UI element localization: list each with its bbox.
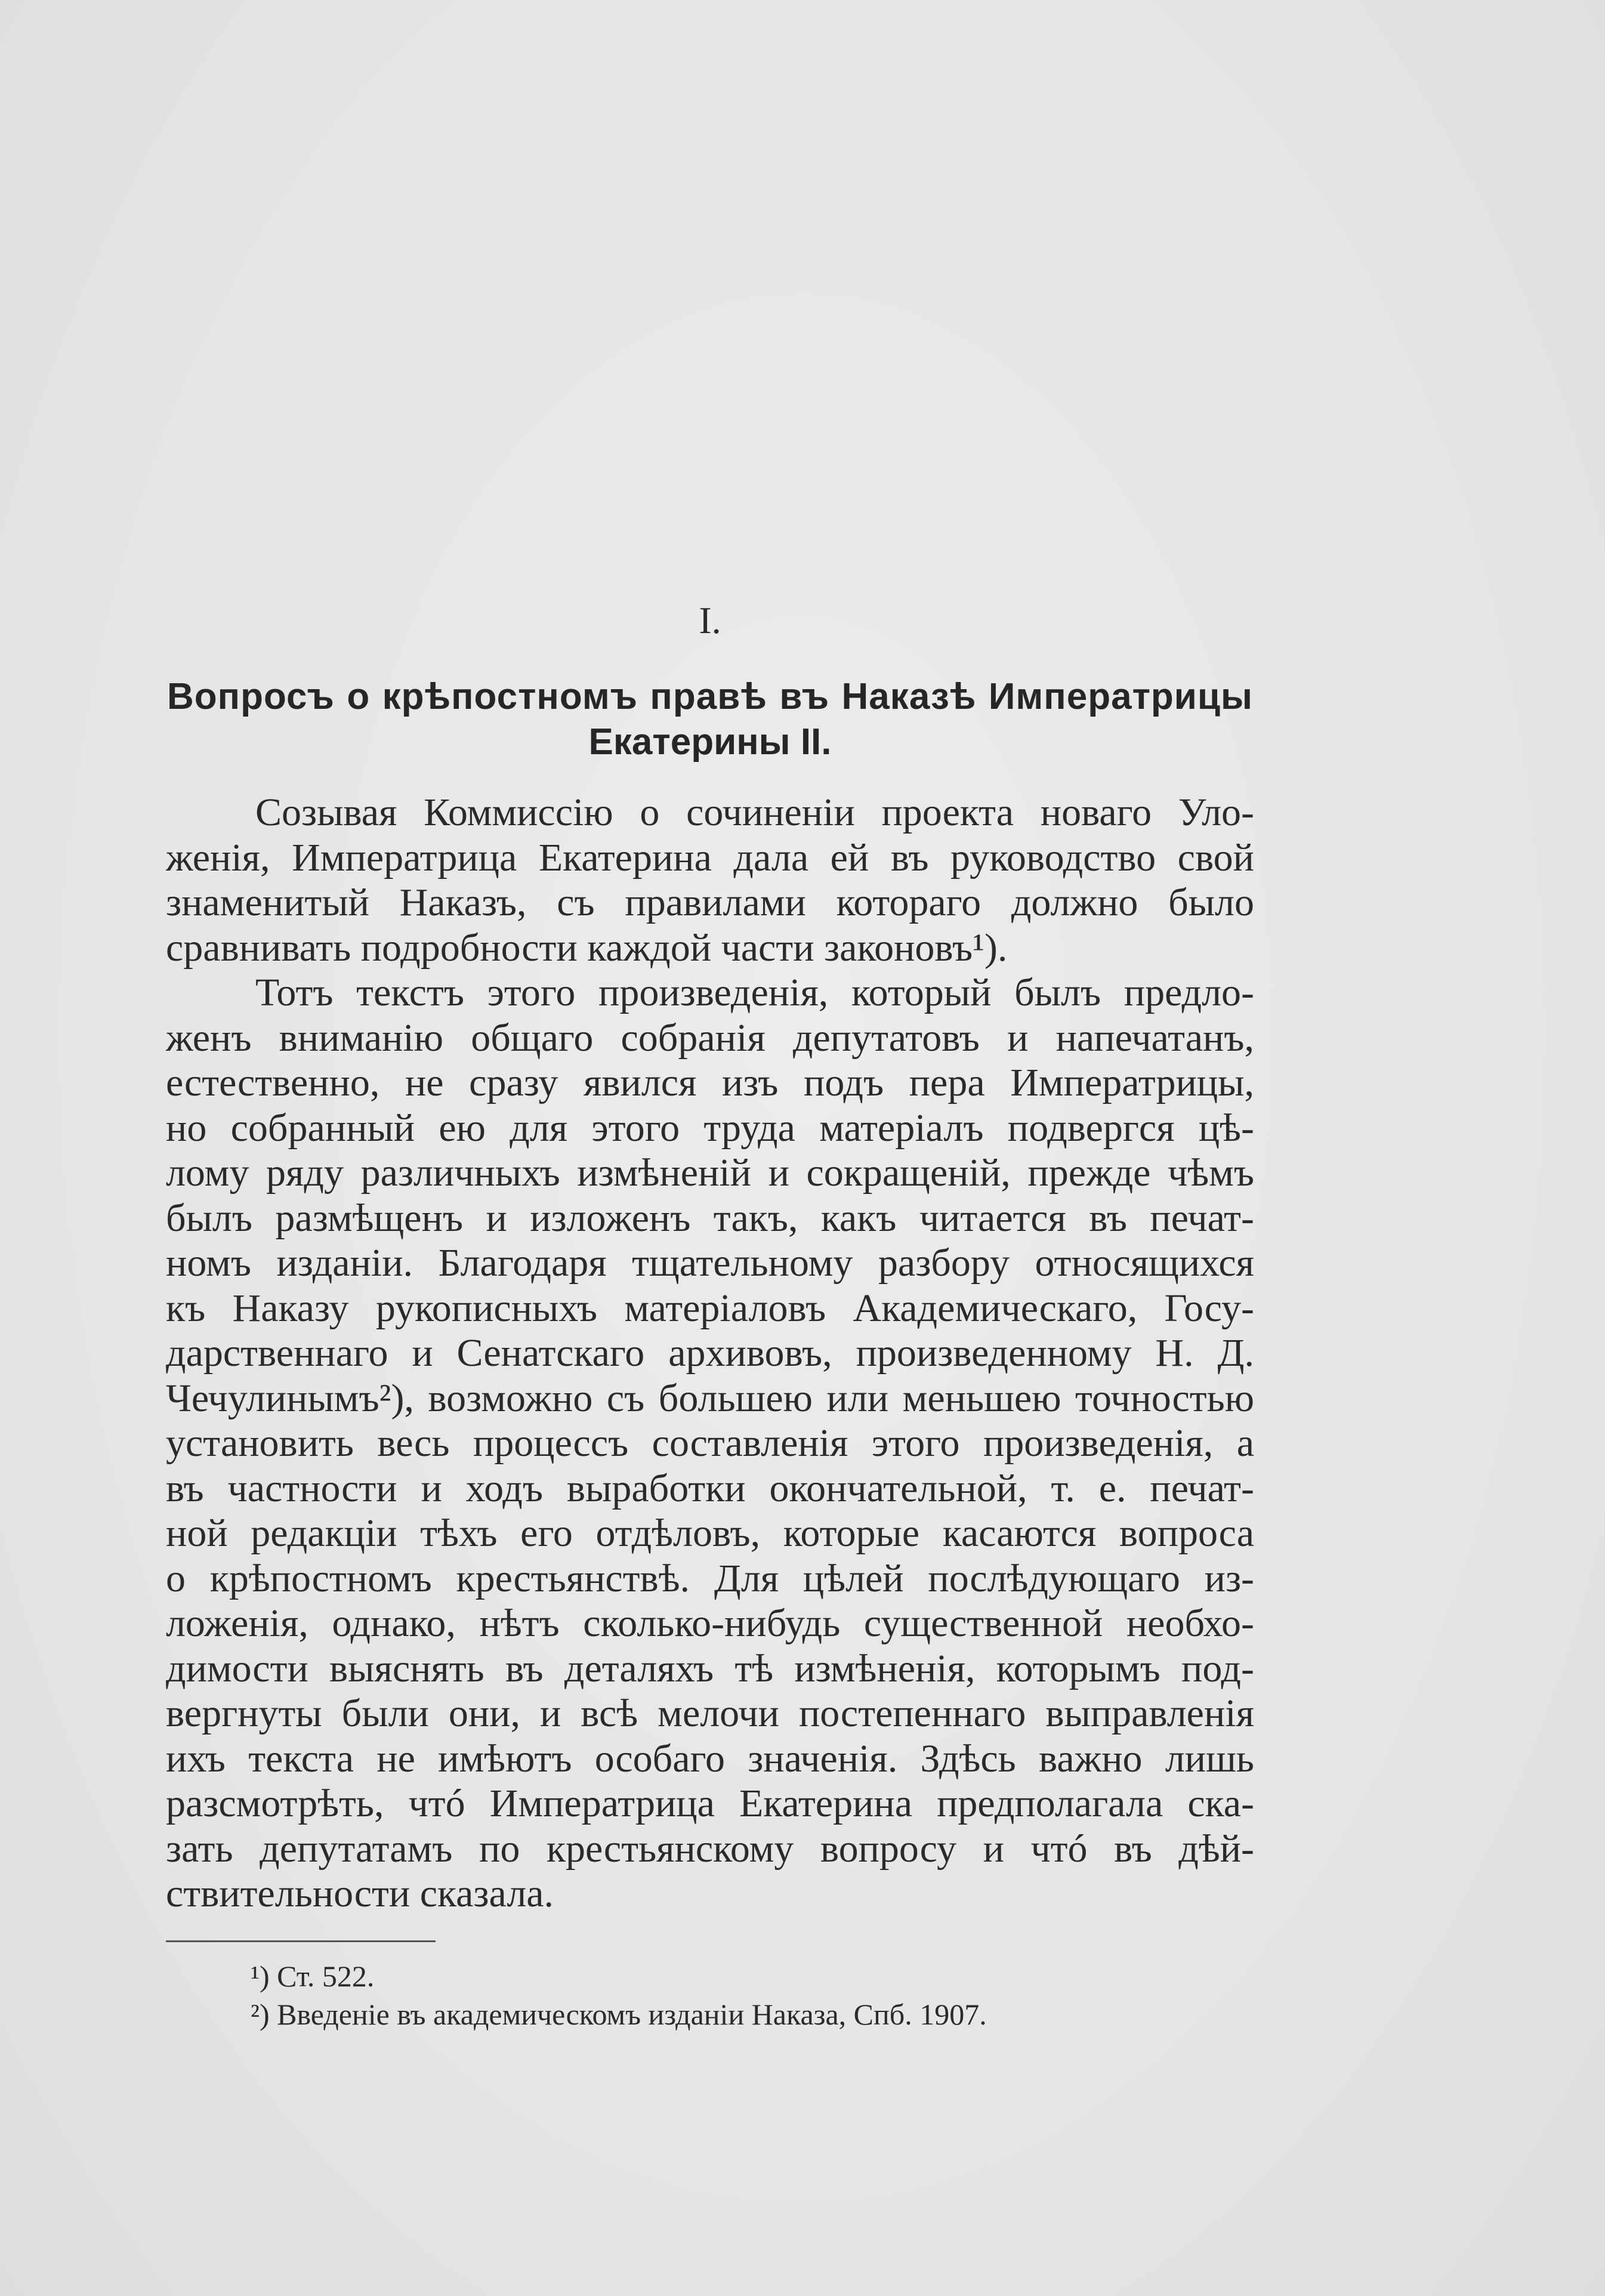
text-line: разсмотрѣть, чтó Императрица Екатерина предполагала ска-: [166, 1782, 1254, 1825]
text-line: сравнивать подробности каждой части законовъ¹).: [166, 925, 1008, 970]
footnote: ²) Введеніе въ академическомъ изданіи Наказа, Спб. 1907.: [251, 1998, 987, 2031]
text-line: димости выяснять въ деталяхъ тѣ измѣненія, которымъ под-: [166, 1646, 1254, 1690]
footnote: ¹) Ст. 522.: [251, 1959, 375, 1993]
text-line: ихъ текста не имѣютъ особаго значенія. Здѣсь важно лишь: [166, 1736, 1254, 1780]
text-line: установить весь процессъ составленія этого произведенія, а: [166, 1421, 1254, 1465]
text-line: женъ вниманію общаго собранія депутатовъ и напечатанъ,: [166, 1016, 1254, 1060]
text-line: знаменитый Наказъ, съ правилами котораго должно было: [166, 881, 1254, 924]
text-line: дарственнаго и Сенатскаго архивовъ, произведенному Н. Д.: [166, 1331, 1254, 1375]
text-line: зать депутатамъ по крестьянскому вопросу и чтó въ дѣй-: [166, 1826, 1254, 1871]
text-line: но собранный ею для этого труда матеріалъ подвергся цѣ-: [166, 1106, 1254, 1150]
text-line: вергнуты были они, и всѣ мелочи постепеннаго выправленія: [166, 1692, 1254, 1735]
text-line: ствительности сказала.: [166, 1872, 554, 1915]
text-line: Тотъ текстъ этого произведенія, который былъ предло-: [255, 971, 1254, 1014]
text-line: въ частности и ходъ выработки окончательной, т. е. печат-: [166, 1466, 1254, 1510]
text-line: лому ряду различныхъ измѣненій и сокращеній, прежде чѣмъ: [166, 1151, 1254, 1195]
chapter-heading: [167, 674, 1253, 765]
footnotes: [251, 1957, 987, 2033]
text-line: былъ размѣщенъ и изложенъ такъ, какъ читается въ печат-: [166, 1196, 1254, 1240]
heading-line-2: Екатерины II.: [588, 721, 832, 763]
text-line: естественно, не сразу явился изъ подъ пера Императрицы,: [166, 1061, 1254, 1104]
heading-line-1: Вопросъ о крѣпостномъ правѣ въ Наказѣ Императрицы: [167, 676, 1253, 717]
text-line: о крѣпостномъ крестьянствѣ. Для цѣлей послѣдующаго из-: [166, 1556, 1254, 1600]
chapter-number: I.: [699, 599, 721, 641]
text-line: Созывая Коммиссію о сочиненіи проекта новаго Уло-: [255, 791, 1254, 834]
text-line: женія, Императрица Екатерина дала ей въ руководство свой: [166, 835, 1254, 879]
text-line: къ Наказу рукописныхъ матеріаловъ Академическаго, Госу-: [166, 1286, 1254, 1330]
text-line: ложенія, однако, нѣтъ сколько-нибудь существенной необхо-: [166, 1601, 1254, 1645]
text-line: Чечулинымъ²), возможно съ большею или меньшею точностью: [166, 1376, 1254, 1420]
footnote-divider: [166, 1940, 436, 1942]
text-line: ной редакціи тѣхъ его отдѣловъ, которые касаются вопроса: [166, 1511, 1254, 1555]
body-text: [166, 790, 1254, 1917]
text-line: номъ изданіи. Благодаря тщательному разбору относящихся: [166, 1241, 1254, 1285]
